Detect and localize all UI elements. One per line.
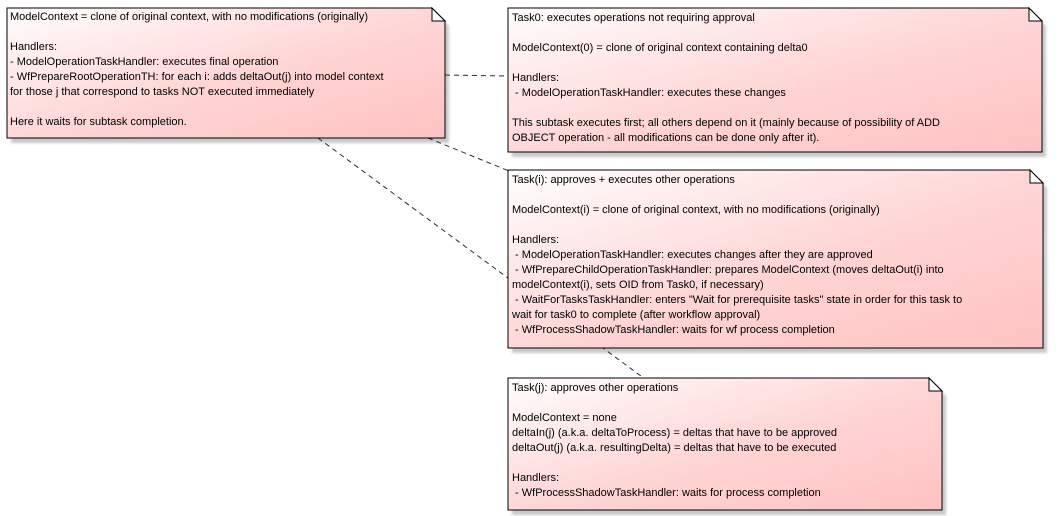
task0-note-text: Task0: executes operations not requiring approval ModelContext(0) = clone of original context containing delta0 Handlers: - ModelOperationTaskHandler: executes these changes This subtask executes first; all others depend on it (mainly because of possibility of ADD OBJECT operation - all modifications can be done only after it).	[512, 12, 940, 144]
folded-corner-icon	[1029, 8, 1042, 21]
note-shape-task0[interactable]	[508, 8, 1042, 152]
folded-corner-icon	[929, 378, 942, 391]
note-shape-root-task[interactable]	[7, 8, 445, 138]
connector-root-to-task0[interactable]	[445, 75, 508, 76]
task-j-note-text: Task(j): approves other operations ModelContext = none deltaIn(j) (a.k.a. deltaToProcess) = deltas that have to be approved deltaOut(j) (a.k.a. resultingDelta) = deltas that have to be executed Handlers: - WfProcessShadowTaskHandler: waits for process completion	[512, 382, 837, 499]
task-i-note-text: Task(i): approves + executes other operations ModelContext(i) = clone of original context, with no modifications (originally) Handlers: - ModelOperationTaskHandler: executes changes after they are approved - WfPrepareChildOperationTaskHandler: prepares ModelContext (moves deltaOut(i) into modelContext(i), sets OID from Task0, if necessary) - WaitForTasksTaskHandler: enters "Wait for prerequisite tasks" state in order for this task to wait for task0 to complete (after workflow approval) - WfProcessShadowTaskHandler: waits for wf process completion	[512, 174, 963, 336]
root-task-note-text: ModelContext = clone of original context, with no modifications (originally) Handlers: - ModelOperationTaskHandler: executes final operation - WfPrepareRootOperationTH: for each i: adds deltaOut(j) into model context for those j that correspond to tasks NOT executed immediately Here it waits for subtask completion.	[10, 11, 384, 128]
folded-corner-icon	[1030, 170, 1043, 183]
note-shape-task-i[interactable]	[508, 170, 1043, 348]
connector-root-to-task-i[interactable]	[428, 138, 509, 171]
folded-corner-icon	[432, 8, 445, 21]
note-shape-task-j[interactable]	[508, 378, 942, 510]
